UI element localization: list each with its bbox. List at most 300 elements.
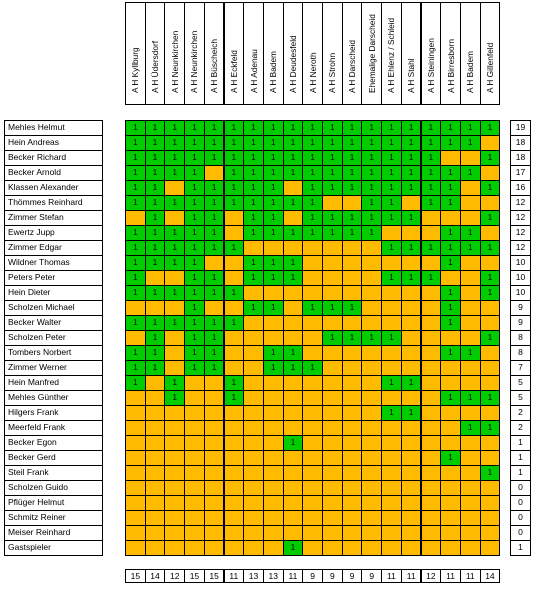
attendance-cell-present: 1 [302,180,323,196]
attendance-cell-present: 1 [224,135,245,151]
attendance-cell-present: 1 [302,165,323,181]
attendance-cell-present: 1 [164,135,185,151]
team-header-label: A H Darscheid [347,39,358,93]
attendance-cell-present: 1 [164,240,185,256]
attendance-cell-absent [164,345,185,361]
attendance-cell-present: 1 [263,135,284,151]
attendance-cell-present: 1 [421,150,442,166]
attendance-cell-absent [302,495,323,511]
attendance-cell-absent [283,450,304,466]
attendance-cell-absent [125,510,146,526]
attendance-cell-absent [361,450,382,466]
attendance-cell-present: 1 [302,120,323,136]
attendance-cell-absent [164,510,185,526]
attendance-cell-present: 1 [421,270,442,286]
attendance-cell-absent [224,525,245,541]
attendance-cell-absent [204,450,225,466]
attendance-cell-present: 1 [283,540,304,556]
attendance-cell-present: 1 [224,285,245,301]
attendance-cell-present: 1 [145,180,166,196]
attendance-cell-present: 1 [283,135,304,151]
attendance-cell-absent [164,480,185,496]
attendance-cell-absent [421,225,442,241]
player-name: Hilgers Frank [4,405,103,421]
column-total: 13 [243,569,264,583]
attendance-cell-absent [401,360,422,376]
attendance-cell-absent [164,180,185,196]
attendance-cell-absent [361,495,382,511]
attendance-cell-absent [460,495,481,511]
attendance-cell-absent [381,525,402,541]
team-header [381,2,402,105]
attendance-cell-present: 1 [125,285,146,301]
team-header-label: A H Badem [465,51,476,93]
attendance-cell-absent [421,315,442,331]
player-total: 0 [510,525,531,541]
attendance-cell-present: 1 [125,345,146,361]
attendance-cell-present: 1 [204,315,225,331]
player-name: Becker Arnold [4,165,103,181]
attendance-cell-absent [243,495,264,511]
attendance-cell-absent [361,465,382,481]
player-total: 10 [510,255,531,271]
attendance-cell-present: 1 [480,390,501,406]
attendance-cell-present: 1 [302,210,323,226]
attendance-cell-present: 1 [125,255,146,271]
attendance-cell-absent [263,540,284,556]
attendance-cell-absent [184,495,205,511]
attendance-cell-present: 1 [125,240,146,256]
attendance-cell-absent [480,165,501,181]
attendance-cell-absent [302,480,323,496]
team-header-label: Ehemalige Darscheid [366,14,377,93]
attendance-cell-present: 1 [480,120,501,136]
column-total: 9 [342,569,363,583]
attendance-cell-absent [243,345,264,361]
player-name: Schmitz Reiner [4,510,103,526]
attendance-cell-present: 1 [440,225,461,241]
attendance-cell-present: 1 [184,345,205,361]
attendance-cell-absent [460,525,481,541]
attendance-cell-absent [164,540,185,556]
attendance-cell-absent [460,255,481,271]
attendance-cell-absent [164,420,185,436]
attendance-cell-absent [204,480,225,496]
player-name: Zimmer Werner [4,360,103,376]
attendance-cell-present: 1 [145,210,166,226]
attendance-cell-present: 1 [204,345,225,361]
attendance-cell-present: 1 [322,330,343,346]
attendance-cell-present: 1 [381,120,402,136]
attendance-cell-absent [361,510,382,526]
attendance-cell-absent [263,240,284,256]
attendance-cell-absent [361,435,382,451]
attendance-cell-absent [263,435,284,451]
column-total: 9 [361,569,382,583]
player-name: Hein Andreas [4,135,103,151]
attendance-cell-absent [283,375,304,391]
column-total: 11 [460,569,481,583]
attendance-cell-absent [401,255,422,271]
attendance-cell-present: 1 [381,180,402,196]
attendance-cell-absent [224,510,245,526]
attendance-cell-present: 1 [480,465,501,481]
attendance-cell-absent [342,390,363,406]
attendance-cell-present: 1 [440,195,461,211]
attendance-cell-present: 1 [263,150,284,166]
player-total: 16 [510,180,531,196]
attendance-cell-present: 1 [125,270,146,286]
attendance-cell-absent [342,240,363,256]
team-header-label: A H Eckfeld [228,50,239,93]
attendance-cell-absent [381,495,402,511]
attendance-cell-absent [243,330,264,346]
attendance-cell-present: 1 [224,180,245,196]
attendance-cell-absent [283,300,304,316]
attendance-cell-present: 1 [401,405,422,421]
attendance-cell-present: 1 [243,165,264,181]
attendance-cell-present: 1 [184,360,205,376]
attendance-cell-present: 1 [204,285,225,301]
attendance-cell-present: 1 [125,360,146,376]
attendance-cell-absent [283,285,304,301]
attendance-cell-absent [401,225,422,241]
attendance-cell-absent [460,450,481,466]
attendance-cell-absent [263,375,284,391]
attendance-cell-absent [125,435,146,451]
attendance-cell-absent [342,285,363,301]
attendance-cell-present: 1 [204,135,225,151]
attendance-cell-absent [440,495,461,511]
attendance-cell-present: 1 [322,225,343,241]
attendance-cell-present: 1 [302,360,323,376]
attendance-cell-absent [460,300,481,316]
attendance-cell-absent [283,315,304,331]
team-header [145,2,166,105]
attendance-cell-present: 1 [125,135,146,151]
attendance-cell-present: 1 [322,165,343,181]
attendance-cell-absent [460,150,481,166]
attendance-cell-absent [361,255,382,271]
attendance-cell-present: 1 [480,240,501,256]
attendance-cell-absent [401,510,422,526]
attendance-cell-absent [460,405,481,421]
attendance-cell-absent [302,315,323,331]
attendance-cell-absent [164,465,185,481]
attendance-cell-absent [164,270,185,286]
attendance-cell-present: 1 [283,360,304,376]
attendance-cell-present: 1 [440,165,461,181]
team-header-label: A H Gillenfeld [484,42,495,93]
attendance-cell-absent [224,450,245,466]
attendance-cell-absent [283,180,304,196]
attendance-cell-present: 1 [263,180,284,196]
attendance-cell-absent [480,435,501,451]
attendance-cell-present: 1 [263,345,284,361]
attendance-cell-absent [421,360,442,376]
attendance-cell-absent [381,540,402,556]
attendance-cell-present: 1 [145,135,166,151]
attendance-cell-present: 1 [243,270,264,286]
attendance-cell-absent [361,405,382,421]
attendance-cell-absent [401,495,422,511]
attendance-cell-absent [381,345,402,361]
attendance-cell-present: 1 [401,240,422,256]
attendance-cell-absent [460,180,481,196]
attendance-cell-present: 1 [224,165,245,181]
attendance-cell-present: 1 [125,225,146,241]
column-total: 11 [401,569,422,583]
attendance-cell-absent [283,465,304,481]
attendance-cell-present: 1 [381,330,402,346]
attendance-cell-absent [145,420,166,436]
attendance-cell-absent [361,300,382,316]
attendance-cell-absent [361,480,382,496]
attendance-cell-absent [164,330,185,346]
attendance-cell-present: 1 [145,285,166,301]
attendance-cell-present: 1 [381,135,402,151]
attendance-cell-present: 1 [263,120,284,136]
attendance-cell-present: 1 [184,255,205,271]
attendance-cell-absent [401,330,422,346]
attendance-cell-absent [125,495,146,511]
attendance-cell-present: 1 [440,135,461,151]
attendance-cell-present: 1 [460,225,481,241]
attendance-cell-absent [421,255,442,271]
attendance-cell-absent [145,510,166,526]
team-header [440,2,461,105]
attendance-cell-absent [342,465,363,481]
attendance-cell-present: 1 [125,375,146,391]
attendance-cell-absent [302,375,323,391]
team-header-label: A H Büscheich [209,39,220,93]
attendance-cell-absent [145,390,166,406]
attendance-cell-absent [460,465,481,481]
attendance-cell-absent [381,390,402,406]
team-header-label: A H Badem [268,51,279,93]
attendance-cell-present: 1 [480,270,501,286]
attendance-cell-absent [440,270,461,286]
attendance-cell-absent [361,525,382,541]
attendance-cell-present: 1 [125,150,146,166]
attendance-cell-absent [342,525,363,541]
attendance-cell-present: 1 [145,345,166,361]
attendance-cell-present: 1 [184,120,205,136]
attendance-cell-absent [480,480,501,496]
attendance-cell-absent [263,285,284,301]
player-name: Becker Gerd [4,450,103,466]
player-name: Becker Egon [4,435,103,451]
attendance-cell-absent [322,405,343,421]
attendance-cell-absent [440,150,461,166]
attendance-cell-absent [480,525,501,541]
attendance-cell-absent [224,495,245,511]
attendance-cell-present: 1 [322,300,343,316]
team-header [322,2,343,105]
attendance-cell-absent [184,375,205,391]
column-total: 11 [440,569,461,583]
attendance-cell-absent [224,345,245,361]
attendance-cell-present: 1 [401,210,422,226]
attendance-cell-absent [145,540,166,556]
attendance-cell-present: 1 [184,210,205,226]
attendance-cell-absent [302,390,323,406]
attendance-cell-absent [164,210,185,226]
attendance-cell-absent [224,480,245,496]
attendance-cell-absent [164,495,185,511]
attendance-cell-absent [342,450,363,466]
attendance-cell-absent [243,540,264,556]
attendance-cell-absent [381,315,402,331]
attendance-cell-absent [401,450,422,466]
attendance-cell-absent [145,465,166,481]
attendance-cell-absent [460,435,481,451]
attendance-cell-present: 1 [184,300,205,316]
attendance-cell-absent [243,420,264,436]
attendance-cell-present: 1 [440,345,461,361]
player-name: Wildner Thomas [4,255,103,271]
attendance-cell-absent [283,510,304,526]
attendance-cell-present: 1 [342,330,363,346]
attendance-cell-present: 1 [283,120,304,136]
attendance-cell-present: 1 [440,285,461,301]
attendance-cell-present: 1 [125,180,146,196]
attendance-cell-absent [322,375,343,391]
attendance-cell-present: 1 [480,285,501,301]
attendance-cell-present: 1 [243,120,264,136]
player-name: Thömmes Reinhard [4,195,103,211]
attendance-cell-present: 1 [204,150,225,166]
attendance-cell-absent [243,360,264,376]
attendance-cell-absent [164,525,185,541]
attendance-cell-absent [263,450,284,466]
attendance-cell-present: 1 [421,195,442,211]
attendance-cell-absent [361,345,382,361]
player-name: Hein Manfred [4,375,103,391]
attendance-cell-absent [322,240,343,256]
attendance-cell-absent [224,465,245,481]
attendance-cell-absent [342,360,363,376]
column-total: 15 [184,569,205,583]
attendance-cell-present: 1 [401,375,422,391]
attendance-cell-present: 1 [145,315,166,331]
attendance-cell-absent [421,510,442,526]
attendance-cell-absent [243,405,264,421]
player-name: Becker Richard [4,150,103,166]
column-total: 9 [322,569,343,583]
player-total: 12 [510,210,531,226]
attendance-cell-present: 1 [361,165,382,181]
player-total: 2 [510,405,531,421]
player-name: Gastspieler [4,540,103,556]
attendance-cell-absent [204,405,225,421]
attendance-cell-absent [381,255,402,271]
attendance-cell-present: 1 [263,255,284,271]
attendance-cell-absent [184,510,205,526]
team-header-label: A H Neroth [307,52,318,93]
attendance-cell-absent [342,195,363,211]
attendance-cell-present: 1 [440,255,461,271]
attendance-cell-present: 1 [184,180,205,196]
attendance-cell-absent [125,300,146,316]
attendance-cell-present: 1 [204,210,225,226]
attendance-cell-present: 1 [361,150,382,166]
attendance-cell-absent [145,405,166,421]
attendance-cell-present: 1 [361,120,382,136]
team-header [421,2,442,105]
attendance-cell-absent [322,315,343,331]
attendance-cell-present: 1 [243,255,264,271]
player-name: Klassen Alexander [4,180,103,196]
attendance-cell-absent [322,360,343,376]
attendance-cell-absent [224,540,245,556]
attendance-cell-present: 1 [145,360,166,376]
attendance-cell-absent [342,405,363,421]
attendance-cell-absent [440,375,461,391]
attendance-cell-absent [421,390,442,406]
attendance-cell-absent [342,270,363,286]
attendance-cell-present: 1 [460,420,481,436]
attendance-cell-absent [302,450,323,466]
attendance-cell-absent [421,435,442,451]
attendance-cell-absent [401,300,422,316]
player-total: 1 [510,540,531,556]
attendance-cell-present: 1 [224,120,245,136]
attendance-cell-absent [224,360,245,376]
attendance-cell-absent [164,450,185,466]
attendance-cell-absent [243,450,264,466]
attendance-cell-absent [184,390,205,406]
attendance-cell-absent [145,435,166,451]
team-header [224,2,245,105]
attendance-cell-present: 1 [480,210,501,226]
attendance-cell-present: 1 [401,135,422,151]
attendance-cell-absent [302,330,323,346]
attendance-cell-present: 1 [322,120,343,136]
player-name: Peters Peter [4,270,103,286]
attendance-cell-present: 1 [224,390,245,406]
attendance-cell-absent [243,315,264,331]
attendance-cell-absent [204,435,225,451]
attendance-cell-present: 1 [224,315,245,331]
player-total: 18 [510,135,531,151]
player-total: 5 [510,375,531,391]
attendance-cell-present: 1 [381,210,402,226]
player-name: Pflüger Helmut [4,495,103,511]
attendance-cell-absent [342,480,363,496]
attendance-cell-absent [361,315,382,331]
attendance-cell-absent [440,525,461,541]
attendance-cell-absent [283,405,304,421]
player-total: 0 [510,510,531,526]
attendance-cell-absent [184,525,205,541]
attendance-cell-present: 1 [125,120,146,136]
attendance-cell-present: 1 [164,150,185,166]
team-header [263,2,284,105]
attendance-cell-absent [224,405,245,421]
player-name: Zimmer Edgar [4,240,103,256]
team-header-label: A H Deudesfeld [287,35,298,93]
player-name: Steil Frank [4,465,103,481]
attendance-cell-absent [145,375,166,391]
attendance-cell-present: 1 [164,195,185,211]
player-total: 9 [510,300,531,316]
attendance-cell-absent [302,510,323,526]
attendance-cell-absent [460,270,481,286]
player-total: 0 [510,480,531,496]
attendance-cell-absent [421,480,442,496]
attendance-cell-absent [440,480,461,496]
